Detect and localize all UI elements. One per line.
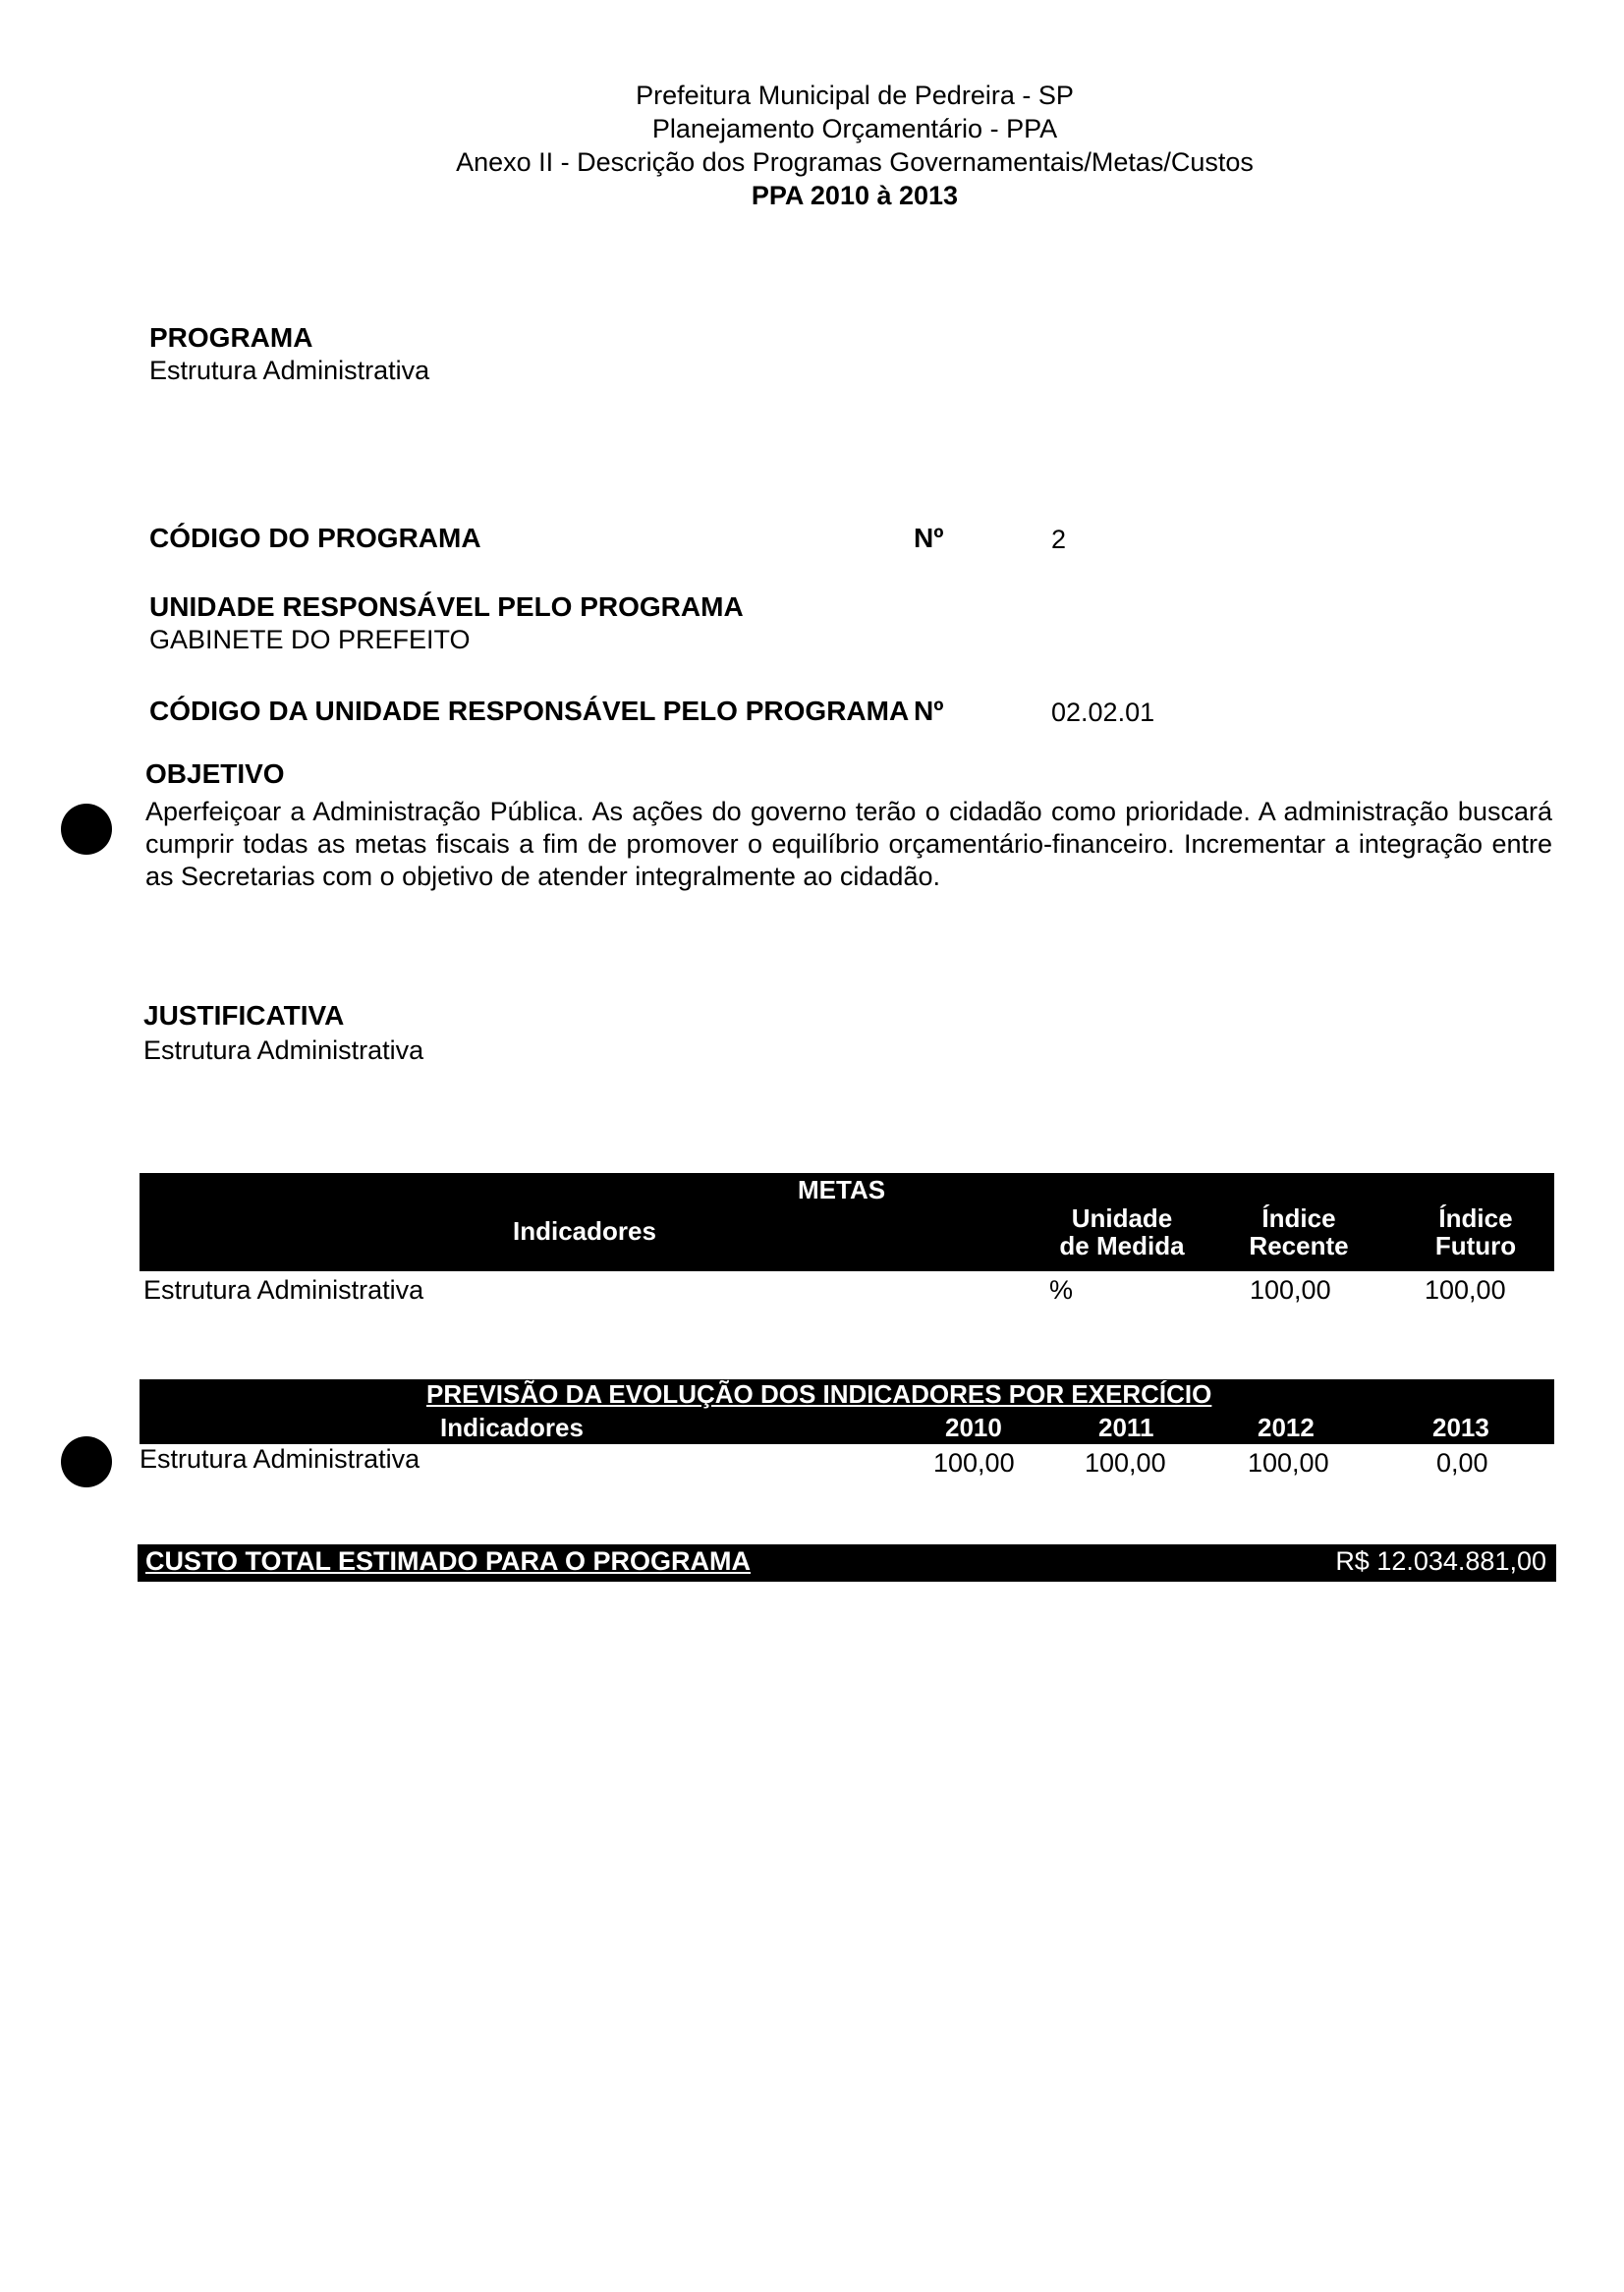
metas-row-indicador: Estrutura Administrativa bbox=[143, 1275, 424, 1305]
justificativa-value: Estrutura Administrativa bbox=[143, 1035, 424, 1065]
metas-col-indice-recente bbox=[1230, 1204, 1368, 1259]
header-planning: Planejamento Orçamentário - PPA bbox=[651, 114, 1058, 143]
metas-row-indice-recente: 100,00 bbox=[1250, 1275, 1331, 1305]
header-annex: Anexo II - Descrição dos Programas Governamentais/Metas/Custos bbox=[456, 147, 1254, 177]
unidade-responsavel-value: GABINETE DO PREFEITO bbox=[149, 625, 471, 654]
programa-value: Estrutura Administrativa bbox=[149, 356, 430, 385]
codigo-programa-n-label: Nº bbox=[914, 523, 944, 553]
unidade-responsavel-label: UNIDADE RESPONSÁVEL PELO PROGRAMA bbox=[149, 591, 744, 622]
justificativa-label: JUSTIFICATIVA bbox=[143, 1000, 345, 1031]
previsao-col-indicadores: Indicadores bbox=[440, 1413, 584, 1442]
metas-col-indice-futuro-line1: Índice bbox=[1438, 1203, 1513, 1233]
metas-col-indice-futuro bbox=[1407, 1204, 1544, 1259]
previsao-row-indicador: Estrutura Administrativa bbox=[140, 1444, 420, 1474]
previsao-col-2013: 2013 bbox=[1432, 1413, 1489, 1442]
custo-total-bar bbox=[138, 1544, 1556, 1582]
codigo-unidade-n-label: Nº bbox=[914, 696, 944, 726]
header-municipality: Prefeitura Municipal de Pedreira - SP bbox=[636, 81, 1074, 110]
document-header bbox=[0, 79, 1624, 212]
previsao-row-2013: 0,00 bbox=[1436, 1448, 1488, 1478]
previsao-title: PREVISÃO DA EVOLUÇÃO DOS INDICADORES POR EXERCÍCIO bbox=[426, 1379, 1212, 1409]
codigo-programa-value: 2 bbox=[1051, 525, 1067, 554]
metas-col-unidade-line1: Unidade bbox=[1071, 1203, 1173, 1233]
metas-header-bar bbox=[140, 1173, 1554, 1271]
metas-row-unidade: % bbox=[1049, 1275, 1074, 1305]
codigo-programa-label: CÓDIGO DO PROGRAMA bbox=[149, 523, 481, 553]
metas-col-indicadores: Indicadores bbox=[513, 1216, 656, 1246]
previsao-col-2011: 2011 bbox=[1098, 1413, 1154, 1442]
header-ppa-period: PPA 2010 à 2013 bbox=[751, 181, 959, 210]
objetivo-text: Aperfeiçoar a Administração Pública. As ações do governo terão o cidadão como prioridade. A administração buscará cumprir todas as metas fiscais a fim de promover o equilíbrio orçamentário-financeiro. Incrementar a integração entre as Secretarias com o objetivo de atender integralmente ao cidadão. bbox=[145, 797, 1552, 891]
previsao-col-2012: 2012 bbox=[1258, 1413, 1315, 1442]
metas-title: METAS bbox=[798, 1175, 886, 1204]
metas-row-indice-futuro: 100,00 bbox=[1425, 1275, 1506, 1305]
metas-col-unidade-line2: de Medida bbox=[1059, 1231, 1185, 1260]
previsao-row-2012: 100,00 bbox=[1248, 1448, 1329, 1478]
metas-col-indice-futuro-line2: Futuro bbox=[1434, 1231, 1517, 1260]
metas-col-indice-recente-line2: Recente bbox=[1249, 1231, 1349, 1260]
objetivo-label: OBJETIVO bbox=[145, 758, 285, 789]
metas-col-indice-recente-line1: Índice bbox=[1261, 1203, 1336, 1233]
punch-hole-bottom bbox=[61, 1436, 112, 1487]
custo-total-label: CUSTO TOTAL ESTIMADO PARA O PROGRAMA bbox=[145, 1546, 752, 1576]
previsao-col-2010: 2010 bbox=[945, 1413, 1002, 1442]
custo-total-value: R$ 12.034.881,00 bbox=[1335, 1546, 1546, 1576]
previsao-header-bar bbox=[140, 1379, 1554, 1444]
previsao-row-2011: 100,00 bbox=[1085, 1448, 1166, 1478]
punch-hole-top bbox=[61, 804, 112, 855]
programa-label: PROGRAMA bbox=[149, 322, 313, 353]
metas-col-unidade bbox=[1053, 1204, 1191, 1259]
previsao-row-2010: 100,00 bbox=[933, 1448, 1015, 1478]
codigo-unidade-label: CÓDIGO DA UNIDADE RESPONSÁVEL PELO PROGRAMA bbox=[149, 696, 910, 726]
codigo-unidade-value: 02.02.01 bbox=[1051, 698, 1155, 727]
